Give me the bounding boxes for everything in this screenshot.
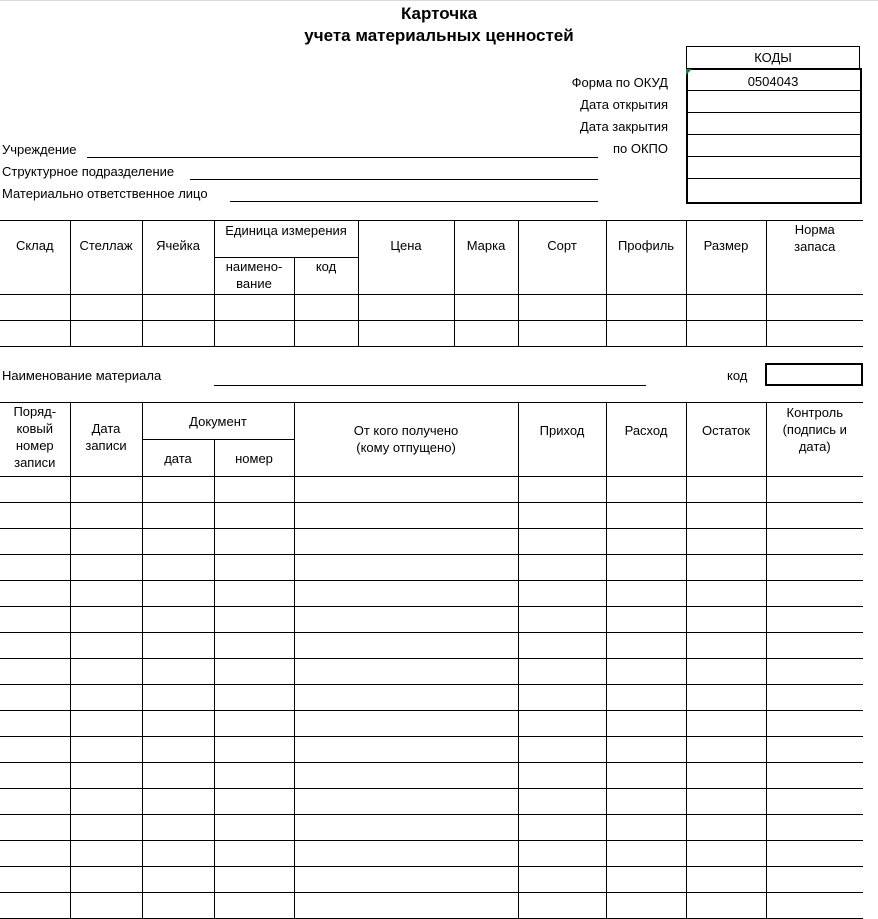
ledger-cell[interactable] xyxy=(766,841,863,867)
header-unit-code: код xyxy=(294,258,358,295)
data-cell[interactable] xyxy=(0,321,70,347)
ledger-cell[interactable] xyxy=(766,737,863,763)
ledger-cell[interactable] xyxy=(70,789,142,815)
data-cell[interactable] xyxy=(518,295,606,321)
code-row-5[interactable] xyxy=(686,156,860,179)
division-label: Структурное подразделение xyxy=(2,164,175,179)
ledger-cell[interactable] xyxy=(766,529,863,555)
ledger-cell[interactable] xyxy=(518,581,606,607)
ledger-row xyxy=(0,581,863,607)
ledger-row xyxy=(0,737,863,763)
ledger-cell[interactable] xyxy=(686,763,766,789)
ledger-cell[interactable] xyxy=(0,477,70,503)
ledger-cell[interactable] xyxy=(518,815,606,841)
ledger-cell[interactable] xyxy=(142,503,214,529)
header-price: Цена xyxy=(358,221,454,295)
okud-label: Форма по ОКУД xyxy=(571,75,668,90)
ledger-cell[interactable] xyxy=(606,893,686,919)
ledger-cell[interactable] xyxy=(0,503,70,529)
ledger-cell[interactable] xyxy=(606,841,686,867)
ledger-cell[interactable] xyxy=(294,555,518,581)
ledger-cell[interactable] xyxy=(142,815,214,841)
location-table xyxy=(0,220,863,347)
header-cell: Ячейка xyxy=(142,221,214,295)
ledger-cell[interactable] xyxy=(518,685,606,711)
ledger-cell[interactable] xyxy=(214,555,294,581)
ledger-row xyxy=(0,789,863,815)
ledger-cell[interactable] xyxy=(606,477,686,503)
ledger-cell[interactable] xyxy=(294,659,518,685)
ledger-cell[interactable] xyxy=(766,685,863,711)
ledger-cell[interactable] xyxy=(70,867,142,893)
ledger-cell[interactable] xyxy=(214,685,294,711)
ledger-cell[interactable] xyxy=(606,867,686,893)
ledger-cell[interactable] xyxy=(0,841,70,867)
ledger-cell[interactable] xyxy=(0,815,70,841)
ledger-cell[interactable] xyxy=(518,867,606,893)
ledger-cell[interactable] xyxy=(606,529,686,555)
data-cell[interactable] xyxy=(606,321,686,347)
ledger-cell[interactable] xyxy=(606,763,686,789)
ledger-cell[interactable] xyxy=(294,529,518,555)
ledger-cell[interactable] xyxy=(606,659,686,685)
header-rack: Стеллаж xyxy=(70,221,142,295)
ledger-row xyxy=(0,711,863,737)
okud-code-value[interactable]: 0504043 xyxy=(686,68,860,91)
data-cell[interactable] xyxy=(358,321,454,347)
ledger-cell[interactable] xyxy=(606,737,686,763)
ledger-cell[interactable] xyxy=(142,555,214,581)
ledger-cell[interactable] xyxy=(0,529,70,555)
ledger-cell[interactable] xyxy=(686,893,766,919)
header-profile: Профиль xyxy=(606,221,686,295)
ledger-cell[interactable] xyxy=(70,711,142,737)
ledger-cell[interactable] xyxy=(142,581,214,607)
ledger-cell[interactable] xyxy=(518,789,606,815)
ledger-cell[interactable] xyxy=(294,581,518,607)
ledger-cell[interactable] xyxy=(766,633,863,659)
ledger-cell[interactable] xyxy=(214,633,294,659)
ledger-cell[interactable] xyxy=(686,737,766,763)
ledger-cell[interactable] xyxy=(214,815,294,841)
header-income: Приход xyxy=(518,403,606,477)
code-row-6[interactable] xyxy=(686,178,860,202)
ledger-cell[interactable] xyxy=(214,893,294,919)
ledger-cell[interactable] xyxy=(686,503,766,529)
ledger-cell[interactable] xyxy=(294,841,518,867)
ledger-cell[interactable] xyxy=(70,659,142,685)
ledger-cell[interactable] xyxy=(142,711,214,737)
ledger-cell[interactable] xyxy=(294,893,518,919)
ledger-cell[interactable] xyxy=(70,581,142,607)
header-balance: Остаток xyxy=(686,403,766,477)
ledger-cell[interactable] xyxy=(294,789,518,815)
data-cell[interactable] xyxy=(606,295,686,321)
data-cell[interactable] xyxy=(766,295,863,321)
ledger-cell[interactable] xyxy=(686,711,766,737)
ledger-cell[interactable] xyxy=(70,685,142,711)
responsible-input-line[interactable] xyxy=(230,201,598,202)
institution-input-line[interactable] xyxy=(87,157,598,158)
ledger-cell[interactable] xyxy=(518,477,606,503)
ledger-row xyxy=(0,685,863,711)
ledger-cell[interactable] xyxy=(294,711,518,737)
ledger-row xyxy=(0,477,863,503)
open-date-value[interactable] xyxy=(686,90,860,113)
okpo-value[interactable] xyxy=(686,134,860,157)
ledger-cell[interactable] xyxy=(606,503,686,529)
ledger-cell[interactable] xyxy=(142,659,214,685)
codes-box xyxy=(686,46,862,203)
ledger-cell[interactable] xyxy=(518,763,606,789)
ledger-cell[interactable] xyxy=(70,737,142,763)
header-doc-date: дата xyxy=(142,440,214,477)
form-title-line2: учета материальных ценностей xyxy=(304,26,574,45)
close-date-value[interactable] xyxy=(686,112,860,135)
header-brand: Марка xyxy=(454,221,518,295)
ledger-cell[interactable] xyxy=(518,711,606,737)
header-grade: Сорт xyxy=(518,221,606,295)
ledger-cell[interactable] xyxy=(686,685,766,711)
ledger-cell[interactable] xyxy=(70,477,142,503)
header-document: Документ xyxy=(142,403,294,440)
ledger-row xyxy=(0,555,863,581)
ledger-cell[interactable] xyxy=(294,477,518,503)
ledger-cell[interactable] xyxy=(606,685,686,711)
data-cell[interactable] xyxy=(766,321,863,347)
data-cell[interactable] xyxy=(686,295,766,321)
ledger-cell[interactable] xyxy=(686,555,766,581)
data-cell[interactable] xyxy=(686,321,766,347)
ledger-cell[interactable] xyxy=(142,685,214,711)
ledger-row xyxy=(0,815,863,841)
ledger-cell[interactable] xyxy=(518,737,606,763)
ledger-cell[interactable] xyxy=(214,477,294,503)
ledger-cell[interactable] xyxy=(0,711,70,737)
ledger-cell[interactable] xyxy=(766,867,863,893)
okpo-label: по ОКПО xyxy=(612,141,668,156)
ledger-cell[interactable] xyxy=(766,581,863,607)
data-cell[interactable] xyxy=(214,295,294,321)
ledger-cell[interactable] xyxy=(766,815,863,841)
ledger-cell[interactable] xyxy=(70,607,142,633)
ledger-cell[interactable] xyxy=(606,581,686,607)
codes-header: КОДЫ xyxy=(686,46,860,69)
ledger-cell[interactable] xyxy=(0,737,70,763)
ledger-cell[interactable] xyxy=(686,581,766,607)
close-date-label: Дата закрытия xyxy=(579,119,668,134)
header-entry-date: Дата записи xyxy=(70,403,142,477)
header-control: Контроль (подпись и дата) xyxy=(766,403,863,477)
ledger-cell[interactable] xyxy=(686,529,766,555)
data-cell[interactable] xyxy=(294,295,358,321)
material-code-box[interactable] xyxy=(765,363,863,386)
location-row xyxy=(0,321,863,347)
ledger-cell[interactable] xyxy=(214,581,294,607)
ledger-cell[interactable] xyxy=(518,555,606,581)
ledger-cell[interactable] xyxy=(70,893,142,919)
ledger-cell[interactable] xyxy=(766,555,863,581)
ledger-cell[interactable] xyxy=(142,763,214,789)
ledger-table xyxy=(0,402,863,919)
ledger-cell[interactable] xyxy=(0,633,70,659)
header-from-to: От кого получено (кому отпущено) xyxy=(294,403,518,477)
ledger-cell[interactable] xyxy=(214,789,294,815)
ledger-cell[interactable] xyxy=(686,815,766,841)
ledger-cell[interactable] xyxy=(214,607,294,633)
ledger-cell[interactable] xyxy=(142,607,214,633)
data-cell[interactable] xyxy=(214,321,294,347)
ledger-row xyxy=(0,529,863,555)
ledger-cell[interactable] xyxy=(142,633,214,659)
ledger-cell[interactable] xyxy=(142,841,214,867)
data-cell[interactable] xyxy=(0,295,70,321)
ledger-cell[interactable] xyxy=(142,737,214,763)
ledger-cell[interactable] xyxy=(606,815,686,841)
header-expense: Расход xyxy=(606,403,686,477)
ledger-cell[interactable] xyxy=(214,529,294,555)
ledger-cell[interactable] xyxy=(142,893,214,919)
ledger-cell[interactable] xyxy=(0,867,70,893)
ledger-cell[interactable] xyxy=(686,659,766,685)
header-doc-number: номер xyxy=(214,440,294,477)
ledger-cell[interactable] xyxy=(214,737,294,763)
ledger-row xyxy=(0,607,863,633)
ledger-cell[interactable] xyxy=(518,841,606,867)
ledger-cell[interactable] xyxy=(518,607,606,633)
ledger-cell[interactable] xyxy=(766,477,863,503)
ledger-cell[interactable] xyxy=(70,633,142,659)
data-cell[interactable] xyxy=(454,321,518,347)
ledger-cell[interactable] xyxy=(686,841,766,867)
data-cell[interactable] xyxy=(142,321,214,347)
ledger-cell[interactable] xyxy=(214,659,294,685)
header-unit: Единица измерения xyxy=(214,221,358,258)
data-cell[interactable] xyxy=(70,295,142,321)
ledger-cell[interactable] xyxy=(142,867,214,893)
ledger-cell[interactable] xyxy=(0,581,70,607)
form-title-line1: Карточка xyxy=(400,4,478,23)
ledger-cell[interactable] xyxy=(0,555,70,581)
ledger-cell[interactable] xyxy=(606,633,686,659)
data-cell[interactable] xyxy=(142,295,214,321)
data-cell[interactable] xyxy=(518,321,606,347)
ledger-cell[interactable] xyxy=(70,815,142,841)
ledger-cell[interactable] xyxy=(766,659,863,685)
ledger-cell[interactable] xyxy=(0,685,70,711)
ledger-cell[interactable] xyxy=(294,607,518,633)
ledger-cell[interactable] xyxy=(518,503,606,529)
ledger-cell[interactable] xyxy=(766,711,863,737)
ledger-cell[interactable] xyxy=(214,841,294,867)
material-name-label: Наименование материала xyxy=(2,368,162,383)
ledger-cell[interactable] xyxy=(70,841,142,867)
data-cell[interactable] xyxy=(70,321,142,347)
ledger-cell[interactable] xyxy=(518,633,606,659)
header-size: Размер xyxy=(686,221,766,295)
ledger-cell[interactable] xyxy=(0,607,70,633)
ledger-cell[interactable] xyxy=(766,607,863,633)
ledger-cell[interactable] xyxy=(766,503,863,529)
ledger-row xyxy=(0,503,863,529)
ledger-cell[interactable] xyxy=(214,867,294,893)
ledger-cell[interactable] xyxy=(606,789,686,815)
division-input-line[interactable] xyxy=(190,179,598,180)
ledger-cell[interactable] xyxy=(766,789,863,815)
ledger-cell[interactable] xyxy=(70,503,142,529)
ledger-cell[interactable] xyxy=(0,659,70,685)
material-name-input-line[interactable] xyxy=(214,385,646,386)
ledger-cell[interactable] xyxy=(214,763,294,789)
ledger-cell[interactable] xyxy=(294,633,518,659)
cell-marker-icon xyxy=(686,69,692,75)
ledger-cell[interactable] xyxy=(70,529,142,555)
ledger-cell[interactable] xyxy=(686,789,766,815)
data-cell[interactable] xyxy=(358,295,454,321)
ledger-cell[interactable] xyxy=(766,893,863,919)
ledger-row xyxy=(0,659,863,685)
ledger-cell[interactable] xyxy=(518,529,606,555)
ledger-row xyxy=(0,841,863,867)
header-stock-norm: Норма запаса xyxy=(766,221,863,295)
ledger-cell[interactable] xyxy=(0,893,70,919)
data-cell[interactable] xyxy=(294,321,358,347)
ledger-cell[interactable] xyxy=(686,477,766,503)
ledger-row xyxy=(0,867,863,893)
ledger-cell[interactable] xyxy=(518,659,606,685)
ledger-cell[interactable] xyxy=(0,789,70,815)
ledger-cell[interactable] xyxy=(606,711,686,737)
institution-label: Учреждение xyxy=(2,142,77,157)
header-seq-no: Поряд- ковый номер записи xyxy=(0,403,70,477)
ledger-cell[interactable] xyxy=(686,633,766,659)
ledger-cell[interactable] xyxy=(142,789,214,815)
ledger-cell[interactable] xyxy=(294,815,518,841)
top-border xyxy=(0,0,878,1)
ledger-cell[interactable] xyxy=(142,477,214,503)
ledger-cell[interactable] xyxy=(70,555,142,581)
ledger-cell[interactable] xyxy=(214,503,294,529)
data-cell[interactable] xyxy=(454,295,518,321)
ledger-row xyxy=(0,893,863,919)
header-unit-name: наимено- вание xyxy=(214,258,294,295)
ledger-cell[interactable] xyxy=(686,607,766,633)
ledger-cell[interactable] xyxy=(294,763,518,789)
ledger-cell[interactable] xyxy=(70,763,142,789)
ledger-cell[interactable] xyxy=(606,555,686,581)
ledger-cell[interactable] xyxy=(606,607,686,633)
ledger-cell[interactable] xyxy=(294,867,518,893)
ledger-cell[interactable] xyxy=(214,711,294,737)
header-warehouse: Склад xyxy=(0,221,70,295)
location-row xyxy=(0,295,863,321)
ledger-cell[interactable] xyxy=(294,685,518,711)
ledger-row xyxy=(0,763,863,789)
ledger-row xyxy=(0,633,863,659)
ledger-cell[interactable] xyxy=(142,529,214,555)
responsible-label: Материально ответственное лицо xyxy=(2,186,208,201)
ledger-cell[interactable] xyxy=(294,737,518,763)
ledger-cell[interactable] xyxy=(686,867,766,893)
ledger-cell[interactable] xyxy=(766,763,863,789)
material-code-label: код xyxy=(727,368,748,383)
ledger-cell[interactable] xyxy=(518,893,606,919)
ledger-cell[interactable] xyxy=(0,763,70,789)
open-date-label: Дата открытия xyxy=(580,97,668,112)
ledger-cell[interactable] xyxy=(294,503,518,529)
